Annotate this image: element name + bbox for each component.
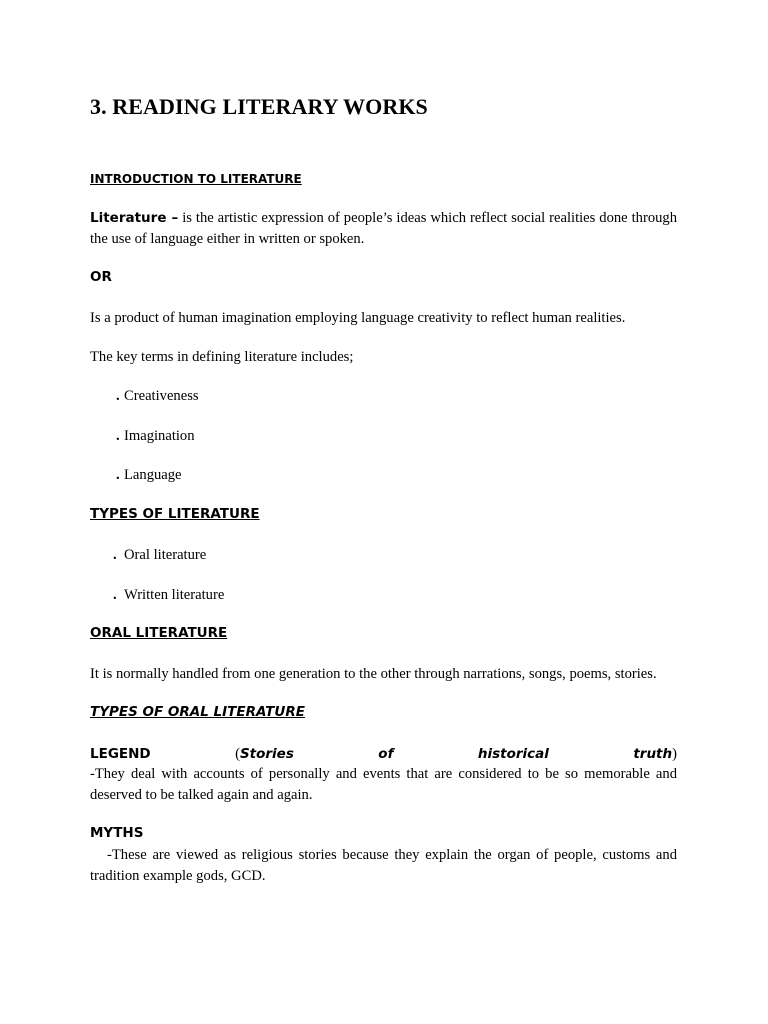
legend-close-paren: ) <box>672 746 677 762</box>
oral-types-heading: TYPES OF ORAL LITERATURE <box>90 704 305 720</box>
definition-text: is the artistic expression of people’s ideas which reflect social realities done through the use of language either in written or spoken. <box>90 210 678 247</box>
legend-open-paren: ( <box>235 746 240 762</box>
list-item: . Imagination <box>116 426 195 447</box>
definition-term: Literature – <box>90 210 179 226</box>
myths-text: -These are viewed as religious stories because they explain the organ of people, customs and tradition example gods, GCD. <box>90 847 677 884</box>
list-item: . Written literature <box>113 585 224 606</box>
legend-text: -They deal with accounts of personally and events that are considered to be so memorable and deserved to be talked again and again. <box>90 766 677 803</box>
or-label: OR <box>90 269 112 285</box>
oral-text: It is normally handled from one generation to the other through narrations, songs, poems, stories. <box>90 666 657 682</box>
key-terms-intro: The key terms in defining literature includes; <box>90 349 354 365</box>
list-item: . Language <box>116 465 182 486</box>
list-item: . Oral literature <box>113 545 206 566</box>
legend-label: LEGEND <box>90 746 151 762</box>
myths-label: MYTHS <box>90 825 144 841</box>
types-heading: TYPES OF LITERATURE <box>90 506 260 522</box>
legend-word: of <box>378 746 394 762</box>
legend-word: historical <box>477 746 549 762</box>
legend-heading-row <box>90 744 677 765</box>
key-term: Imagination <box>124 428 195 444</box>
list-item: . Creativeness <box>116 386 199 407</box>
legend-word: truth <box>633 746 673 762</box>
key-term: Language <box>124 467 182 483</box>
key-term: Creativeness <box>124 388 199 404</box>
type-item: Written literature <box>124 587 225 603</box>
type-item: Oral literature <box>124 547 207 563</box>
intro-heading: INTRODUCTION TO LITERATURE <box>90 172 302 186</box>
legend-word: Stories <box>239 746 294 762</box>
oral-heading: ORAL LITERATURE <box>90 625 228 641</box>
alt-definition: Is a product of human imagination employing language creativity to reflect human realities. <box>90 310 626 326</box>
definition-paragraph <box>90 208 677 250</box>
page-title: 3. READING LITERARY WORKS <box>90 94 428 119</box>
